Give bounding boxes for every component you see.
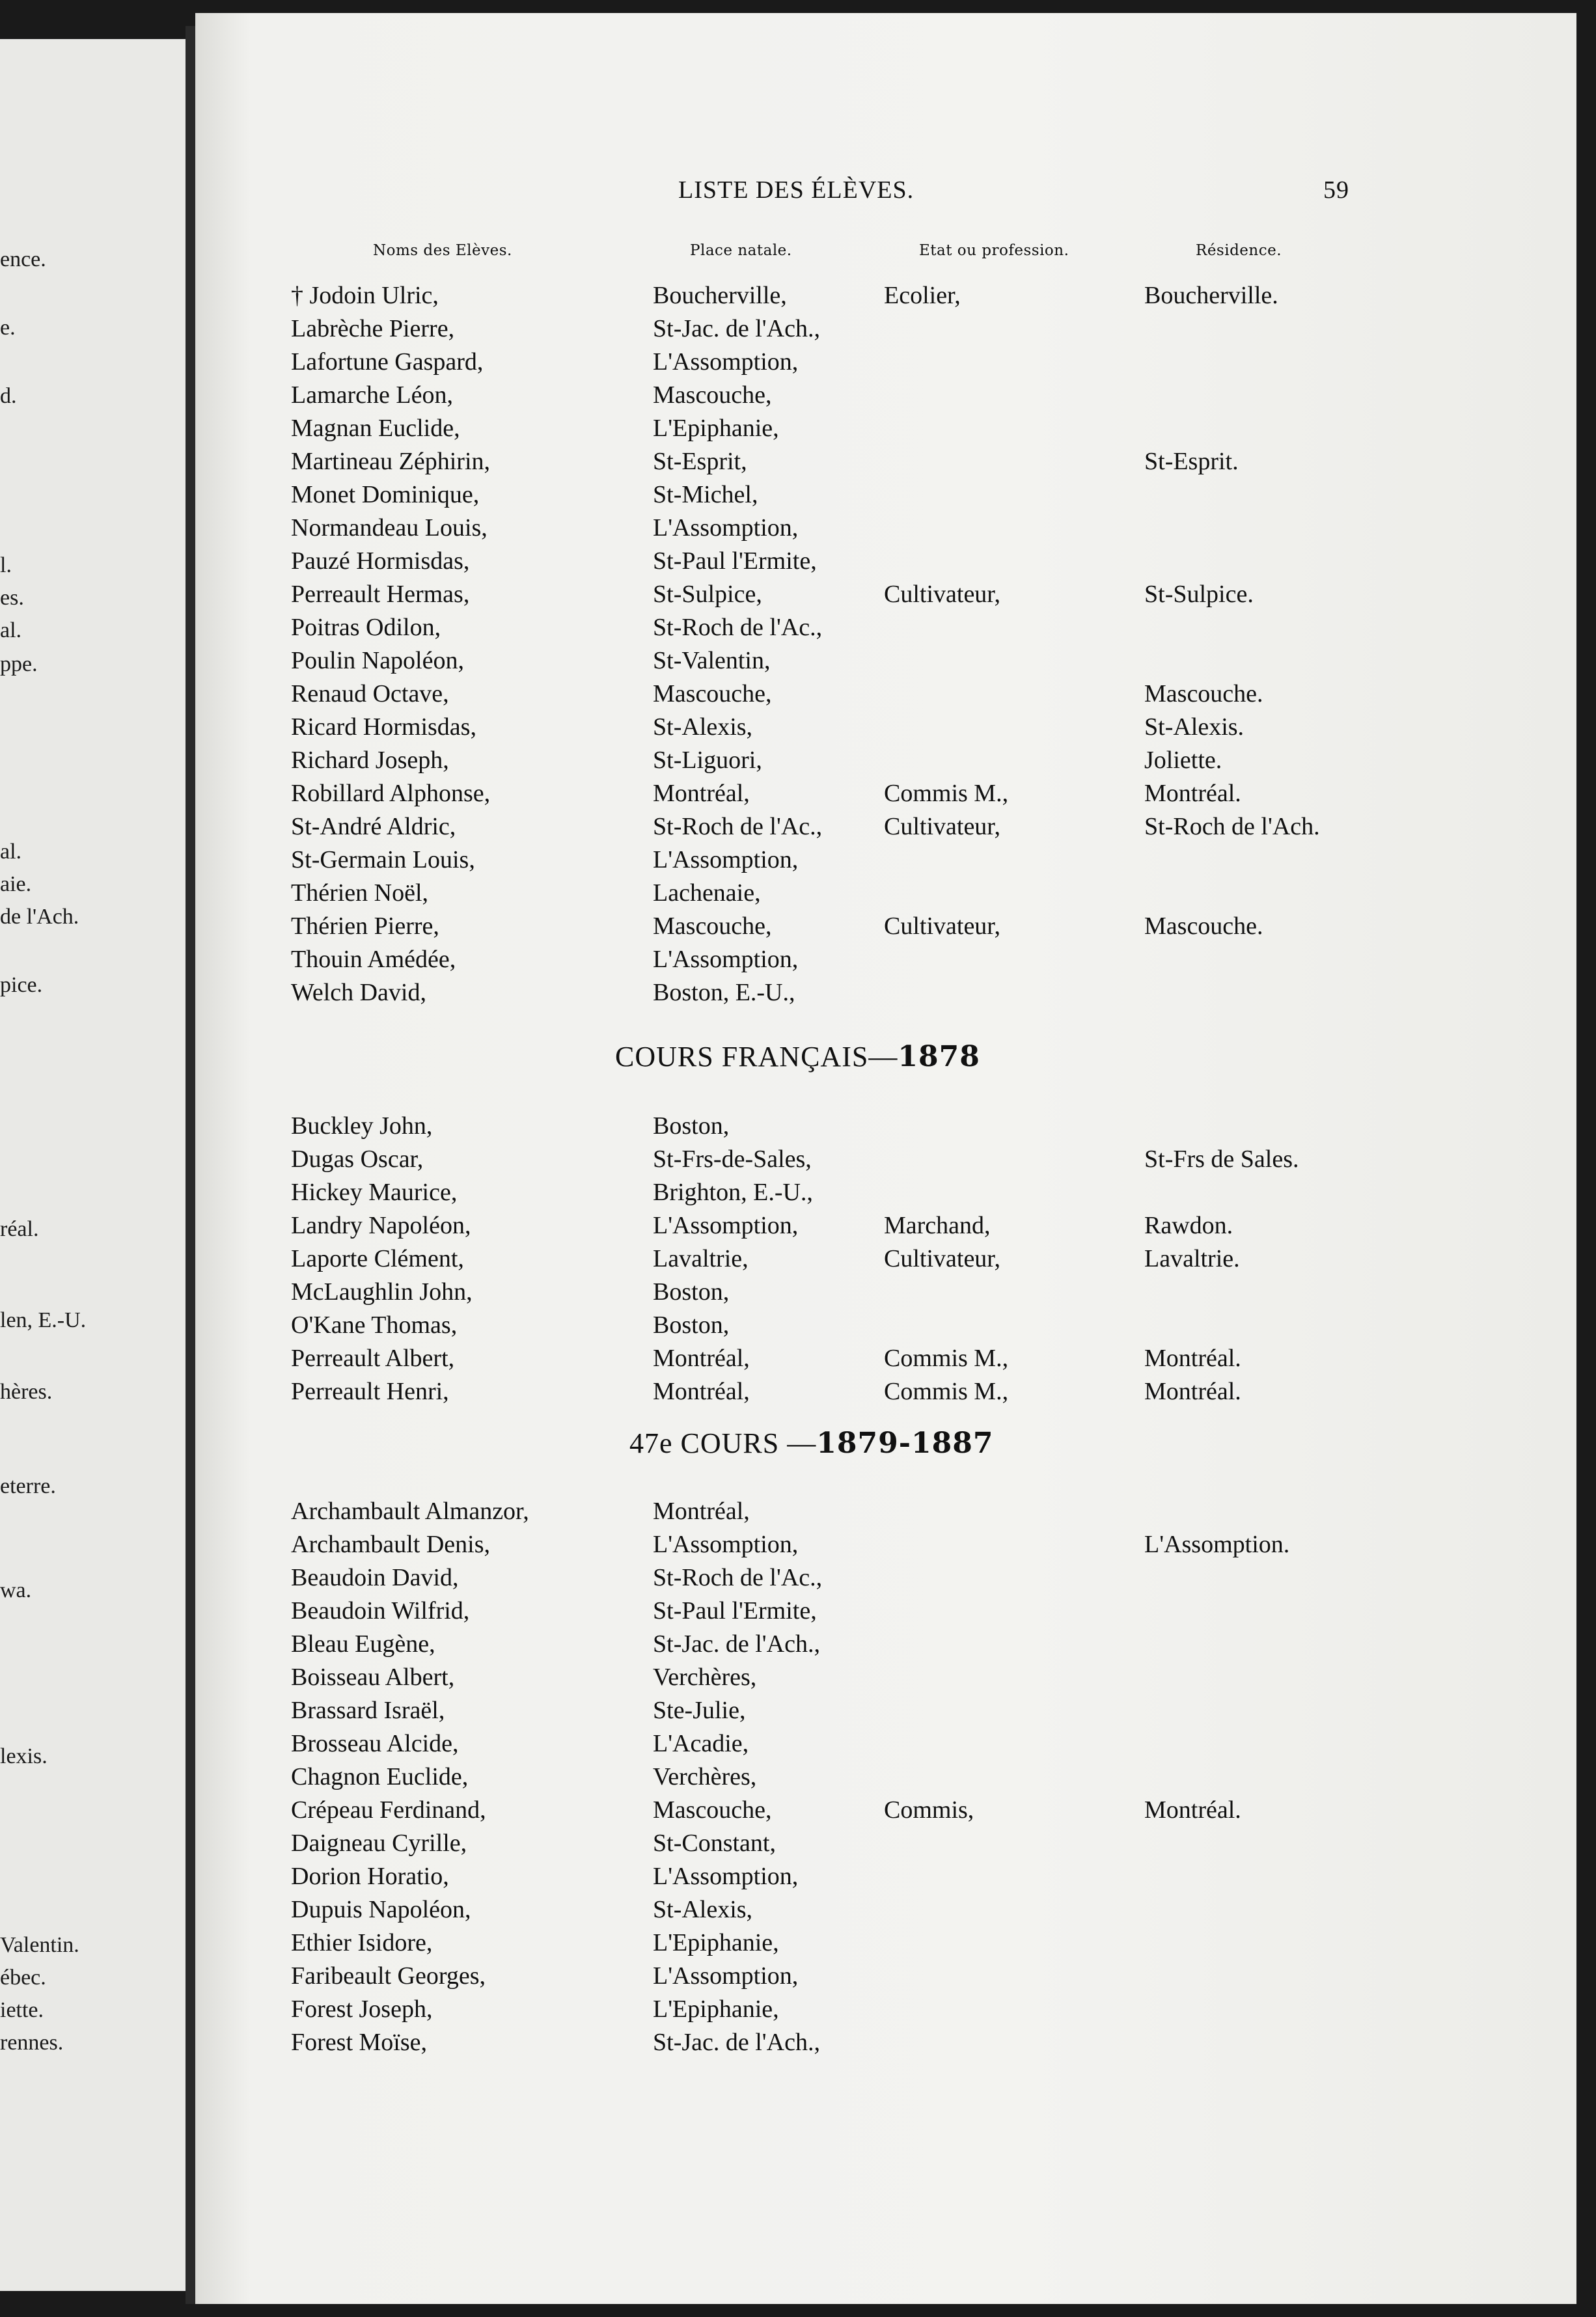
birthplace: L'Assomption, [653,1962,799,1990]
student-name: Forest Joseph, [291,1995,433,2023]
birthplace: L'Epiphanie, [653,1995,779,2023]
residence: Joliette. [1144,747,1222,774]
birthplace: St-Valentin, [653,647,771,674]
student-name: Perreault Henri, [291,1378,449,1405]
student-name: Brassard Israël, [291,1697,445,1724]
student-name: Landry Napoléon, [291,1212,471,1239]
residence: Mascouche. [1144,680,1263,707]
table-row [195,646,1576,679]
student-name: Poulin Napoléon, [291,647,464,674]
student-name: Thérien Noël, [291,879,429,907]
birthplace: L'Epiphanie, [653,1929,779,1956]
birthplace: L'Assomption, [653,348,799,376]
table-row [195,1211,1576,1244]
residence: Boucherville. [1144,282,1278,309]
table-row [195,912,1576,944]
table-row [195,1530,1576,1563]
table-row [195,314,1576,347]
table-row [195,1796,1576,1828]
left-page-edge [0,39,186,2291]
student-name: O'Kane Thomas, [291,1311,458,1339]
birthplace: Lachenaie, [653,879,761,907]
table-row [195,480,1576,513]
birthplace: L'Epiphanie, [653,415,779,442]
left-page-fragment: d. [0,384,17,408]
left-page-fragment: es. [0,586,24,610]
left-page-fragment: iette. [0,1998,44,2022]
student-name: Magnan Euclide, [291,415,460,442]
birthplace: L'Assomption, [653,1863,799,1890]
birthplace: St-Frs-de-Sales, [653,1145,812,1173]
birthplace: St-Roch de l'Ac., [653,614,823,641]
birthplace: L'Assomption, [653,1212,799,1239]
table-row [195,1829,1576,1861]
left-page-fragment: ppe. [0,652,38,676]
birthplace: Boston, E.-U., [653,979,795,1006]
student-name: Thouin Amédée, [291,946,456,973]
student-name: Monet Dominique, [291,481,480,508]
student-name: Labrèche Pierre, [291,315,455,342]
birthplace: Boucherville, [653,282,787,309]
residence: Montréal. [1144,1378,1241,1405]
left-page-fragment: wa. [0,1578,32,1602]
profession: Commis M., [884,1378,1009,1405]
left-page-fragment: eterre. [0,1474,56,1498]
student-name: Laporte Clément, [291,1245,464,1272]
student-name: Crépeau Ferdinand, [291,1796,486,1824]
left-page-fragment: rennes. [0,2031,64,2055]
student-name: Normandeau Louis, [291,514,488,542]
table-row [195,381,1576,413]
birthplace: St-Liguori, [653,747,762,774]
left-page-fragment: hères. [0,1380,53,1404]
birthplace: Mascouche, [653,680,772,707]
table-row [195,514,1576,546]
residence: St-Frs de Sales. [1144,1145,1299,1173]
student-name: Daigneau Cyrille, [291,1830,467,1857]
table-row [195,879,1576,911]
birthplace: L'Assomption, [653,946,799,973]
left-page-fragment: aie. [0,872,32,896]
student-name: Renaud Octave, [291,680,449,707]
birthplace: St-Alexis, [653,1896,753,1923]
birthplace: St-Sulpice, [653,581,762,608]
birthplace: Boston, [653,1112,730,1140]
birthplace: Mascouche, [653,1796,772,1824]
student-name: Hickey Maurice, [291,1179,458,1206]
student-name: Beaudoin David, [291,1564,459,1591]
table-row [195,1995,1576,2027]
table-row [195,613,1576,646]
table-row [195,746,1576,778]
student-name: Brosseau Alcide, [291,1730,459,1757]
student-name: Richard Joseph, [291,747,449,774]
student-name: McLaughlin John, [291,1278,473,1306]
table-row [195,1597,1576,1629]
birthplace: Boston, [653,1311,730,1339]
profession: Cultivateur, [884,581,1000,608]
student-name: Perreault Hermas, [291,581,470,608]
table-row [195,447,1576,480]
table-row [195,281,1576,314]
student-name: Pauzé Hormisdas, [291,547,470,575]
birthplace: St-Jac. de l'Ach., [653,2029,820,2056]
left-page-fragment: len, E.-U. [0,1308,87,1332]
table-row [195,1377,1576,1410]
student-name: Boisseau Albert, [291,1664,455,1691]
profession: Cultivateur, [884,813,1000,840]
birthplace: Montréal, [653,780,750,807]
student-name: Archambault Denis, [291,1531,491,1558]
student-name: Dugas Oscar, [291,1145,424,1173]
residence: Montréal. [1144,780,1241,807]
right-page [195,13,1576,2304]
birthplace: L'Assomption, [653,514,799,542]
birthplace: Lavaltrie, [653,1245,749,1272]
left-page-fragment: ence. [0,247,46,271]
left-page-fragment: réal. [0,1217,39,1241]
birthplace: Boston, [653,1278,730,1306]
student-name: Dorion Horatio, [291,1863,449,1890]
student-name: Welch David, [291,979,426,1006]
birthplace: St-Esprit, [653,448,747,475]
birthplace: Montréal, [653,1345,750,1372]
column-header-profession: Etat ou profession. [919,242,1069,259]
residence: St-Sulpice. [1144,581,1254,608]
student-name: Ethier Isidore, [291,1929,433,1956]
residence: Montréal. [1144,1796,1241,1824]
table-row [195,1762,1576,1795]
left-page-fragment: al. [0,618,22,642]
birthplace: St-Michel, [653,481,758,508]
birthplace: St-Alexis, [653,713,753,741]
residence: St-Esprit. [1144,448,1239,475]
profession: Ecolier, [884,282,961,309]
left-page-fragment: de l'Ach. [0,905,79,929]
table-row [195,1563,1576,1596]
section-title-year: 1878 [898,1040,980,1073]
profession: Marchand, [884,1212,991,1239]
profession: Commis, [884,1796,974,1824]
table-row [195,978,1576,1011]
table-row [195,1663,1576,1695]
residence: St-Alexis. [1144,713,1245,741]
section-title-cours-francais [615,1040,980,1073]
birthplace: St-Jac. de l'Ach., [653,1630,820,1658]
table-row [195,547,1576,579]
residence: L'Assomption. [1144,1531,1290,1558]
table-row [195,845,1576,878]
left-page-fragment: al. [0,840,22,864]
left-page-fragment: l. [0,553,12,577]
residence: Lavaltrie. [1144,1245,1240,1272]
table-row [195,1278,1576,1310]
student-name: Buckley John, [291,1112,433,1140]
table-row [195,679,1576,712]
table-row [195,580,1576,612]
table-row [195,1862,1576,1895]
table-row [195,779,1576,812]
table-row [195,1344,1576,1377]
birthplace: Verchères, [653,1763,757,1790]
student-name: Ricard Hormisdas, [291,713,476,741]
section-title-text: COURS FRANÇAIS— [615,1041,898,1073]
left-page-fragment: Valentin. [0,1933,79,1957]
table-row [195,1112,1576,1144]
student-name: Bleau Eugène, [291,1630,435,1658]
student-name: Perreault Albert, [291,1345,455,1372]
profession: Commis M., [884,780,1009,807]
page-title: LISTE DES ÉLÈVES. [678,176,915,204]
left-page-fragment: e. [0,316,16,340]
birthplace: St-Roch de l'Ac., [653,1564,823,1591]
birthplace: Brighton, E.-U., [653,1179,813,1206]
profession: Commis M., [884,1345,1009,1372]
table-row [195,1497,1576,1529]
left-page-fragment: lexis. [0,1744,48,1768]
table-row [195,1962,1576,1994]
table-row [195,1630,1576,1662]
section-title-text: 47e COURS — [629,1427,817,1459]
student-name: St-Germain Louis, [291,846,475,873]
table-row [195,1696,1576,1729]
table-row [195,1244,1576,1277]
residence: Montréal. [1144,1345,1241,1372]
table-row [195,812,1576,845]
table-row [195,945,1576,978]
student-name: Dupuis Napoléon, [291,1896,471,1923]
student-name: Faribeault Georges, [291,1962,486,1990]
profession: Cultivateur, [884,1245,1000,1272]
table-row [195,414,1576,446]
birthplace: Mascouche, [653,912,772,940]
birthplace: L'Assomption, [653,1531,799,1558]
birthplace: St-Paul l'Ermite, [653,547,817,575]
student-name: Lafortune Gaspard, [291,348,484,376]
table-row [195,1311,1576,1343]
table-row [195,1178,1576,1211]
student-name: Robillard Alphonse, [291,780,491,807]
student-name: St-André Aldric, [291,813,456,840]
table-row [195,2028,1576,2061]
left-page-fragment: ébec. [0,1966,46,1990]
birthplace: Verchères, [653,1664,757,1691]
birthplace: St-Jac. de l'Ach., [653,315,820,342]
birthplace: Montréal, [653,1498,750,1525]
column-header-names: Noms des Elèves. [373,242,512,259]
table-row [195,1729,1576,1762]
residence: Mascouche. [1144,912,1263,940]
table-row [195,1145,1576,1177]
student-name: Archambault Almanzor, [291,1498,529,1525]
student-name: Poitras Odilon, [291,614,441,641]
student-name: Lamarche Léon, [291,381,453,409]
student-name: Beaudoin Wilfrid, [291,1597,470,1625]
table-row [195,713,1576,745]
student-name: † Jodoin Ulric, [291,282,439,309]
student-name: Martineau Zéphirin, [291,448,491,475]
birthplace: Mascouche, [653,381,772,409]
residence: St-Roch de l'Ach. [1144,813,1320,840]
page-number: 59 [1323,176,1349,204]
birthplace: St-Paul l'Ermite, [653,1597,817,1625]
birthplace: L'Assomption, [653,846,799,873]
left-page-fragment: pice. [0,973,43,997]
student-name: Forest Moïse, [291,2029,427,2056]
table-row [195,348,1576,380]
column-header-residence: Résidence. [1196,242,1282,259]
residence: Rawdon. [1144,1212,1233,1239]
student-name: Chagnon Euclide, [291,1763,469,1790]
table-row [195,1895,1576,1928]
profession: Cultivateur, [884,912,1000,940]
birthplace: St-Roch de l'Ac., [653,813,823,840]
section-title-year: 1879-1887 [816,1427,994,1460]
column-header-birthplace: Place natale. [690,242,792,259]
birthplace: St-Constant, [653,1830,776,1857]
birthplace: Montréal, [653,1378,750,1405]
student-name: Thérien Pierre, [291,912,439,940]
table-row [195,1928,1576,1961]
birthplace: L'Acadie, [653,1730,749,1757]
birthplace: Ste-Julie, [653,1697,746,1724]
section-title-47e-cours [629,1427,993,1460]
